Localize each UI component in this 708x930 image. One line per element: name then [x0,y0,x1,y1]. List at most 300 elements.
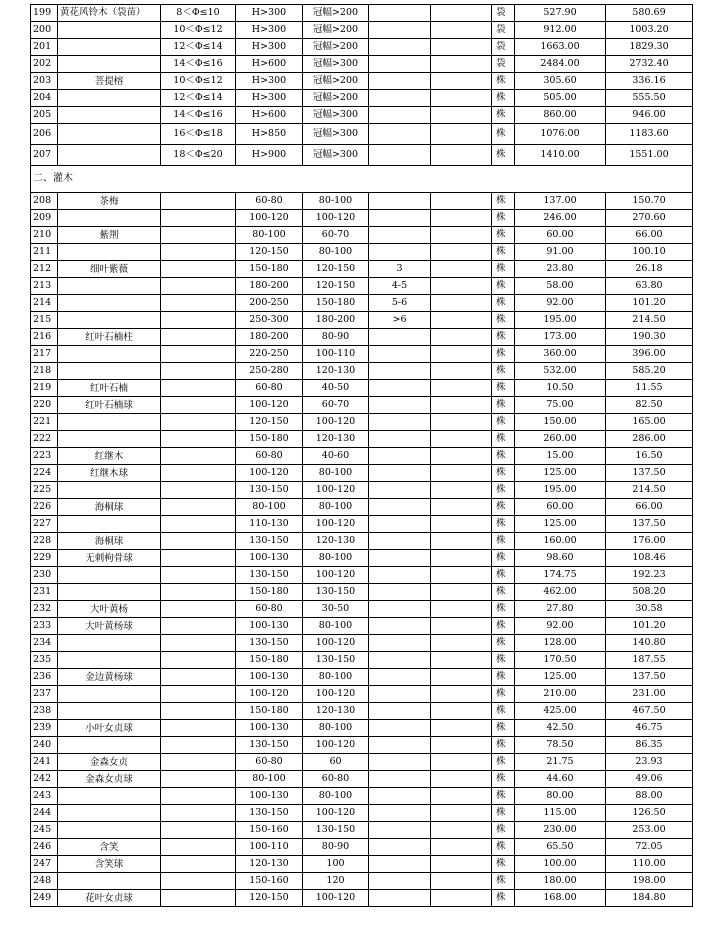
cell-unit: 株 [492,380,515,397]
cell-price: 860.00 [515,107,606,124]
cell-total: 11.55 [606,380,693,397]
cell-no: 221 [31,414,58,431]
cell-name [58,363,161,380]
cell-unit: 株 [492,329,515,346]
cell-height: H>900 [236,145,303,166]
cell-spec: 12＜Φ≤14 [161,39,236,56]
cell-crown: 冠幅>200 [303,22,369,39]
cell-spec [161,533,236,550]
cell-height: H>300 [236,73,303,90]
cell-no: 213 [31,278,58,295]
cell-no: 211 [31,244,58,261]
cell-note [431,278,492,295]
table-row [31,652,693,669]
cell-spec [161,210,236,227]
cell-price: 173.00 [515,329,606,346]
cell-branch [369,618,431,635]
cell-unit: 株 [492,312,515,329]
cell-name [58,652,161,669]
cell-spec: 10＜Φ≤12 [161,73,236,90]
cell-note [431,90,492,107]
cell-unit: 袋 [492,56,515,73]
cell-unit: 株 [492,720,515,737]
cell-name: 红继木 [58,448,161,465]
cell-spec [161,890,236,907]
cell-crown: 120-130 [303,363,369,380]
cell-spec [161,312,236,329]
cell-crown: 80-100 [303,618,369,635]
cell-height: 110-130 [236,516,303,533]
cell-note [431,107,492,124]
cell-price: 100.00 [515,856,606,873]
cell-spec: 10＜Φ≤12 [161,22,236,39]
cell-branch [369,73,431,90]
table-row [31,788,693,805]
cell-name: 黄花风铃木（袋苗） [58,5,161,22]
cell-height: H>600 [236,107,303,124]
cell-unit: 株 [492,686,515,703]
cell-unit: 株 [492,414,515,431]
cell-spec [161,295,236,312]
cell-no: 242 [31,771,58,788]
cell-name [58,873,161,890]
cell-name: 茶梅 [58,193,161,210]
cell-height: 150-160 [236,873,303,890]
cell-price: 195.00 [515,312,606,329]
cell-spec [161,652,236,669]
cell-unit: 株 [492,703,515,720]
cell-branch [369,856,431,873]
cell-branch [369,754,431,771]
cell-no: 202 [31,56,58,73]
cell-price: 58.00 [515,278,606,295]
section-header-row [31,166,693,193]
cell-no: 227 [31,516,58,533]
cell-branch [369,550,431,567]
cell-no: 225 [31,482,58,499]
cell-note [431,601,492,618]
cell-no: 216 [31,329,58,346]
cell-height: 100-120 [236,465,303,482]
cell-name [58,584,161,601]
cell-spec [161,431,236,448]
cell-name [58,145,161,166]
cell-total: 336.16 [606,73,693,90]
cell-unit: 株 [492,261,515,278]
cell-crown: 冠幅>300 [303,145,369,166]
cell-note [431,737,492,754]
cell-price: 91.00 [515,244,606,261]
cell-total: 82.50 [606,397,693,414]
cell-branch [369,397,431,414]
price-table [30,4,693,907]
cell-branch [369,839,431,856]
table-row [31,261,693,278]
cell-note [431,448,492,465]
cell-name [58,788,161,805]
cell-crown: 40-50 [303,380,369,397]
cell-height: 100-130 [236,669,303,686]
cell-height: 150-180 [236,261,303,278]
cell-height: 130-150 [236,482,303,499]
cell-unit: 株 [492,584,515,601]
cell-no: 233 [31,618,58,635]
cell-note [431,635,492,652]
cell-unit: 株 [492,193,515,210]
table-row [31,278,693,295]
cell-no: 212 [31,261,58,278]
cell-spec [161,873,236,890]
cell-branch [369,363,431,380]
table-row [31,822,693,839]
cell-branch [369,193,431,210]
cell-branch [369,124,431,145]
cell-price: 505.00 [515,90,606,107]
cell-name: 含笑 [58,839,161,856]
table-row [31,210,693,227]
cell-price: 230.00 [515,822,606,839]
price-list-sheet [30,4,692,907]
cell-unit: 株 [492,890,515,907]
cell-price: 60.00 [515,499,606,516]
cell-spec [161,244,236,261]
cell-spec [161,686,236,703]
cell-height: H>850 [236,124,303,145]
cell-name [58,107,161,124]
cell-unit: 株 [492,771,515,788]
cell-price: 1410.00 [515,145,606,166]
cell-unit: 株 [492,516,515,533]
cell-spec [161,720,236,737]
cell-unit: 株 [492,618,515,635]
cell-spec: 16＜Φ≤18 [161,124,236,145]
cell-spec [161,329,236,346]
cell-price: 360.00 [515,346,606,363]
cell-height: 60-80 [236,380,303,397]
cell-crown: 80-90 [303,329,369,346]
table-row [31,227,693,244]
cell-unit: 株 [492,805,515,822]
cell-crown: 120 [303,873,369,890]
cell-price: 75.00 [515,397,606,414]
cell-price: 1663.00 [515,39,606,56]
cell-spec [161,346,236,363]
cell-branch [369,346,431,363]
cell-note [431,363,492,380]
cell-name [58,22,161,39]
cell-no: 219 [31,380,58,397]
cell-height: 150-160 [236,822,303,839]
cell-unit: 株 [492,499,515,516]
cell-name [58,210,161,227]
cell-no: 226 [31,499,58,516]
table-row [31,312,693,329]
cell-total: 137.50 [606,516,693,533]
table-row [31,703,693,720]
cell-crown: 120-130 [303,703,369,720]
table-row [31,244,693,261]
table-row [31,39,693,56]
cell-crown: 冠幅>200 [303,73,369,90]
cell-price: 125.00 [515,465,606,482]
cell-price: 23.80 [515,261,606,278]
cell-note [431,482,492,499]
cell-height: 60-80 [236,448,303,465]
cell-total: 253.00 [606,822,693,839]
cell-branch [369,465,431,482]
cell-total: 176.00 [606,533,693,550]
cell-price: 168.00 [515,890,606,907]
cell-price: 2484.00 [515,56,606,73]
cell-name [58,686,161,703]
cell-no: 235 [31,652,58,669]
cell-total: 126.50 [606,805,693,822]
cell-total: 467.50 [606,703,693,720]
cell-branch [369,210,431,227]
cell-total: 66.00 [606,499,693,516]
cell-unit: 株 [492,873,515,890]
cell-height: H>300 [236,5,303,22]
cell-height: 120-150 [236,890,303,907]
cell-crown: 冠幅>300 [303,107,369,124]
cell-crown: 120-130 [303,431,369,448]
table-row [31,56,693,73]
cell-name [58,278,161,295]
cell-note [431,856,492,873]
cell-unit: 株 [492,244,515,261]
cell-price: 125.00 [515,669,606,686]
cell-name [58,312,161,329]
cell-spec [161,465,236,482]
cell-note [431,771,492,788]
cell-branch: 3 [369,261,431,278]
table-row [31,669,693,686]
cell-unit: 株 [492,278,515,295]
cell-total: 26.18 [606,261,693,278]
cell-name: 细叶紫薇 [58,261,161,278]
cell-note [431,397,492,414]
table-row [31,550,693,567]
cell-branch [369,414,431,431]
cell-no: 205 [31,107,58,124]
cell-name [58,124,161,145]
cell-height: 120-150 [236,244,303,261]
cell-price: 80.00 [515,788,606,805]
cell-spec [161,567,236,584]
cell-height: 250-300 [236,312,303,329]
cell-name [58,90,161,107]
table-row [31,720,693,737]
cell-branch [369,771,431,788]
cell-crown: 冠幅>300 [303,56,369,73]
cell-crown: 80-100 [303,720,369,737]
cell-unit: 株 [492,465,515,482]
cell-note [431,414,492,431]
cell-total: 100.10 [606,244,693,261]
cell-note [431,788,492,805]
cell-name: 红叶石楠柱 [58,329,161,346]
cell-crown: 150-180 [303,295,369,312]
cell-spec [161,856,236,873]
cell-height: 150-180 [236,584,303,601]
cell-name: 红叶石楠球 [58,397,161,414]
table-row [31,567,693,584]
cell-name [58,56,161,73]
cell-crown: 30-50 [303,601,369,618]
cell-total: 580.69 [606,5,693,22]
cell-total: 190.30 [606,329,693,346]
cell-note [431,22,492,39]
cell-total: 585.20 [606,363,693,380]
cell-note [431,73,492,90]
cell-crown: 40-60 [303,448,369,465]
cell-height: 180-200 [236,329,303,346]
cell-branch [369,482,431,499]
cell-unit: 株 [492,856,515,873]
table-row [31,346,693,363]
cell-total: 555.50 [606,90,693,107]
cell-unit: 株 [492,533,515,550]
cell-branch [369,822,431,839]
cell-crown: 80-100 [303,669,369,686]
cell-crown: 80-100 [303,550,369,567]
cell-spec [161,805,236,822]
cell-unit: 株 [492,227,515,244]
cell-price: 27.80 [515,601,606,618]
cell-no: 244 [31,805,58,822]
cell-name: 海桐球 [58,499,161,516]
cell-note [431,346,492,363]
cell-total: 110.00 [606,856,693,873]
cell-note [431,686,492,703]
cell-height: 100-130 [236,550,303,567]
cell-branch [369,737,431,754]
cell-height: 130-150 [236,737,303,754]
cell-note [431,618,492,635]
table-row [31,771,693,788]
cell-height: H>300 [236,22,303,39]
table-row [31,397,693,414]
cell-note [431,890,492,907]
cell-no: 200 [31,22,58,39]
cell-name [58,635,161,652]
table-row [31,516,693,533]
cell-note [431,873,492,890]
cell-total: 165.00 [606,414,693,431]
cell-note [431,822,492,839]
cell-branch [369,669,431,686]
cell-branch [369,584,431,601]
cell-height: 80-100 [236,499,303,516]
cell-crown: 60 [303,754,369,771]
cell-height: 100-120 [236,397,303,414]
cell-branch [369,448,431,465]
cell-price: 125.00 [515,516,606,533]
cell-spec [161,193,236,210]
table-row [31,22,693,39]
table-row [31,465,693,482]
cell-total: 86.35 [606,737,693,754]
cell-total: 396.00 [606,346,693,363]
cell-price: 92.00 [515,295,606,312]
cell-price: 305.60 [515,73,606,90]
cell-unit: 株 [492,788,515,805]
cell-unit: 株 [492,754,515,771]
cell-no: 230 [31,567,58,584]
cell-branch [369,380,431,397]
cell-unit: 株 [492,635,515,652]
cell-price: 10.50 [515,380,606,397]
cell-note [431,839,492,856]
cell-height: 60-80 [236,601,303,618]
cell-spec: 8＜Φ≤10 [161,5,236,22]
cell-unit: 袋 [492,39,515,56]
cell-crown: 冠幅>200 [303,90,369,107]
cell-name [58,822,161,839]
cell-unit: 株 [492,363,515,380]
cell-spec: 12＜Φ≤14 [161,90,236,107]
cell-crown: 冠幅>200 [303,5,369,22]
cell-note [431,39,492,56]
cell-spec [161,448,236,465]
cell-total: 286.00 [606,431,693,448]
cell-crown: 100-120 [303,635,369,652]
cell-branch [369,227,431,244]
cell-height: 180-200 [236,278,303,295]
cell-price: 15.00 [515,448,606,465]
cell-spec: 18＜Φ≤20 [161,145,236,166]
cell-note [431,56,492,73]
cell-no: 201 [31,39,58,56]
cell-note [431,465,492,482]
section-title: 二、灌木 [31,166,693,193]
cell-crown: 120-150 [303,261,369,278]
table-row [31,737,693,754]
cell-branch [369,686,431,703]
cell-name [58,703,161,720]
cell-height: 130-150 [236,805,303,822]
cell-spec [161,822,236,839]
cell-height: 100-120 [236,686,303,703]
cell-branch [369,567,431,584]
cell-name: 小叶女贞球 [58,720,161,737]
cell-total: 23.93 [606,754,693,771]
cell-crown: 80-100 [303,788,369,805]
cell-no: 224 [31,465,58,482]
cell-unit: 株 [492,550,515,567]
cell-unit: 株 [492,107,515,124]
cell-no: 209 [31,210,58,227]
cell-note [431,431,492,448]
cell-height: 80-100 [236,771,303,788]
cell-no: 199 [31,5,58,22]
cell-spec: 14＜Φ≤16 [161,56,236,73]
cell-total: 150.70 [606,193,693,210]
table-row [31,90,693,107]
cell-crown: 100-120 [303,805,369,822]
cell-name: 大叶黄杨球 [58,618,161,635]
cell-crown: 冠幅>300 [303,124,369,145]
cell-name [58,431,161,448]
cell-note [431,295,492,312]
cell-price: 246.00 [515,210,606,227]
cell-height: 150-180 [236,652,303,669]
cell-height: 220-250 [236,346,303,363]
cell-no: 210 [31,227,58,244]
cell-branch [369,720,431,737]
cell-height: 60-80 [236,193,303,210]
cell-total: 214.50 [606,312,693,329]
